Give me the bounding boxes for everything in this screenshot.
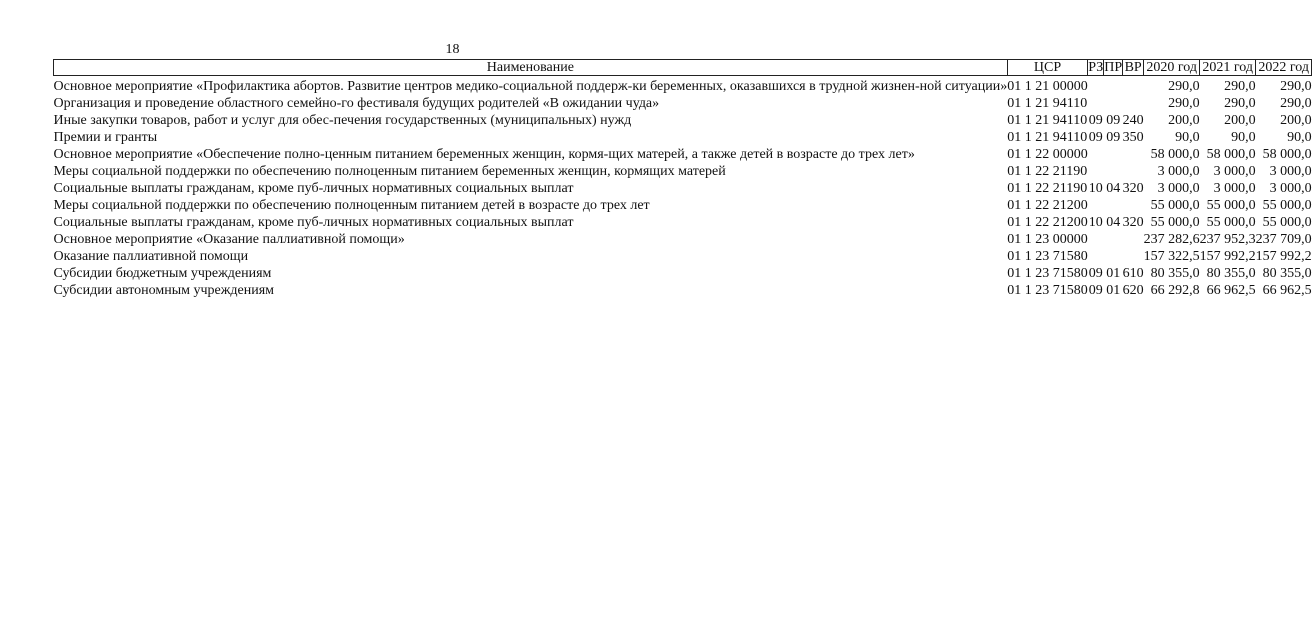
table-row — [54, 197, 1312, 214]
cell-2020: 157 322,5 — [1143, 249, 1200, 264]
cell-csr: 01 1 23 00000 — [1007, 232, 1088, 247]
cell-2021: 290,0 — [1224, 79, 1256, 94]
cell-2021: 55 000,0 — [1206, 198, 1256, 213]
cell-csr: 01 1 23 71580 — [1007, 249, 1088, 264]
cell-vr — [1123, 231, 1144, 248]
header-rz: РЗ — [1088, 60, 1104, 75]
cell-csr: 01 1 22 21190 — [1007, 164, 1088, 179]
cell-2021: 58 000,0 — [1206, 147, 1256, 162]
cell-rz: 10 — [1088, 181, 1103, 196]
cell-rz — [1088, 146, 1104, 163]
cell-pr: 09 — [1106, 113, 1121, 128]
cell-2020: 80 355,0 — [1150, 266, 1200, 281]
cell-name: Оказание паллиативной помощи — [53, 249, 249, 264]
table-row — [54, 282, 1312, 299]
cell-pr: 09 — [1106, 130, 1121, 145]
cell-name: Субсидии бюджетным учреждениям — [53, 266, 272, 281]
table-row — [54, 146, 1312, 163]
cell-vr: 350 — [1122, 130, 1144, 145]
table-row — [54, 265, 1312, 282]
cell-2022: 237 709,0 — [1255, 232, 1312, 247]
cell-2021: 55 000,0 — [1206, 215, 1256, 230]
cell-name: Основное мероприятие «Обеспечение полно-ценным питанием беременных женщин, кормя-щих матерей, а также детей в возрасте до трех лет» — [53, 147, 915, 162]
table-row — [54, 129, 1312, 146]
cell-2022: 66 962,5 — [1262, 283, 1312, 298]
cell-name: Субсидии автономным учреждениям — [53, 283, 275, 298]
cell-rz — [1088, 197, 1104, 214]
cell-name: Социальные выплаты гражданам, кроме пуб-личных нормативных социальных выплат — [53, 215, 574, 230]
cell-pr: 04 — [1106, 181, 1121, 196]
cell-pr: 04 — [1106, 215, 1121, 230]
table-row — [54, 112, 1312, 129]
table-row — [54, 180, 1312, 197]
cell-2022: 55 000,0 — [1262, 215, 1312, 230]
cell-csr: 01 1 23 71580 — [1007, 283, 1088, 298]
header-name: Наименование — [54, 60, 1008, 76]
cell-name: Основное мероприятие «Оказание паллиативной помощи» — [53, 232, 405, 247]
cell-name: Премии и гранты — [53, 130, 158, 145]
cell-csr: 01 1 22 21200 — [1007, 215, 1088, 230]
cell-vr: 320 — [1122, 215, 1144, 230]
header-vr: ВР — [1124, 60, 1142, 75]
budget-table — [53, 59, 1312, 299]
cell-rz: 09 — [1088, 130, 1103, 145]
cell-rz — [1088, 78, 1104, 95]
cell-2020: 290,0 — [1168, 96, 1200, 111]
header-2021: 2021 год — [1200, 60, 1256, 76]
cell-2021: 200,0 — [1224, 113, 1256, 128]
cell-pr — [1104, 231, 1123, 248]
cell-vr — [1123, 197, 1144, 214]
header-pr: ПР — [1104, 60, 1123, 75]
cell-2020: 55 000,0 — [1150, 198, 1200, 213]
cell-rz: 09 — [1088, 266, 1103, 281]
cell-2020: 58 000,0 — [1150, 147, 1200, 162]
cell-vr: 620 — [1122, 283, 1144, 298]
cell-2021: 3 000,0 — [1213, 181, 1256, 196]
cell-pr — [1104, 95, 1123, 112]
cell-pr: 01 — [1106, 283, 1121, 298]
table-row — [54, 248, 1312, 265]
cell-vr: 610 — [1122, 266, 1144, 281]
cell-2021: 237 952,3 — [1199, 232, 1256, 247]
cell-pr — [1104, 146, 1123, 163]
cell-2021: 90,0 — [1231, 130, 1256, 145]
cell-pr: 01 — [1106, 266, 1121, 281]
table-row — [54, 163, 1312, 180]
cell-name: Основное мероприятие «Профилактика абортов. Развитие центров медико-социальной поддерж-ки беременных, оказавшихся в трудной жизнен-ной ситуации» — [53, 79, 1008, 94]
cell-vr — [1123, 248, 1144, 265]
cell-csr: 01 1 21 00000 — [1007, 79, 1088, 94]
cell-pr — [1104, 248, 1123, 265]
cell-2021: 157 992,2 — [1199, 249, 1256, 264]
cell-rz: 09 — [1088, 283, 1103, 298]
cell-vr — [1123, 146, 1144, 163]
cell-2021: 80 355,0 — [1206, 266, 1256, 281]
cell-vr: 240 — [1122, 113, 1144, 128]
cell-2020: 55 000,0 — [1150, 215, 1200, 230]
cell-rz — [1088, 95, 1104, 112]
cell-rz: 10 — [1088, 215, 1103, 230]
table-row — [54, 78, 1312, 95]
cell-vr — [1123, 163, 1144, 180]
cell-2020: 90,0 — [1175, 130, 1200, 145]
cell-2021: 66 962,5 — [1206, 283, 1256, 298]
cell-2022: 3 000,0 — [1269, 181, 1312, 196]
cell-name: Меры социальной поддержки по обеспечению полноценным питанием беременных женщин, кормящих матерей — [53, 164, 726, 179]
cell-2021: 290,0 — [1224, 96, 1256, 111]
cell-csr: 01 1 22 00000 — [1007, 147, 1088, 162]
cell-2022: 200,0 — [1280, 113, 1312, 128]
cell-rz — [1088, 163, 1104, 180]
cell-csr: 01 1 23 71580 — [1007, 266, 1088, 281]
header-2022: 2022 год — [1256, 60, 1312, 76]
cell-rz — [1088, 231, 1104, 248]
cell-name: Иные закупки товаров, работ и услуг для обес-печения государственных (муниципальных) нужд — [53, 113, 632, 128]
cell-vr — [1123, 95, 1144, 112]
cell-pr — [1104, 197, 1123, 214]
cell-2022: 290,0 — [1280, 96, 1312, 111]
cell-2021: 3 000,0 — [1213, 164, 1256, 179]
cell-2020: 290,0 — [1168, 79, 1200, 94]
cell-rz: 09 — [1088, 113, 1103, 128]
cell-name: Меры социальной поддержки по обеспечению полноценным питанием детей в возрасте до трех лет — [53, 198, 650, 213]
cell-name: Организация и проведение областного семейно-го фестиваля будущих родителей «В ожидании чуда» — [53, 96, 660, 111]
table-row — [54, 214, 1312, 231]
cell-2022: 290,0 — [1280, 79, 1312, 94]
cell-pr — [1104, 163, 1123, 180]
cell-csr: 01 1 21 94110 — [1007, 130, 1088, 145]
cell-2022: 58 000,0 — [1262, 147, 1312, 162]
cell-pr — [1104, 78, 1123, 95]
cell-vr: 320 — [1122, 181, 1144, 196]
table-row — [54, 95, 1312, 112]
cell-rz — [1088, 248, 1104, 265]
cell-2020: 200,0 — [1168, 113, 1200, 128]
cell-csr: 01 1 21 94110 — [1007, 96, 1088, 111]
cell-2020: 3 000,0 — [1157, 164, 1200, 179]
table-body — [54, 76, 1312, 300]
cell-2022: 80 355,0 — [1262, 266, 1312, 281]
cell-vr — [1123, 78, 1144, 95]
cell-2022: 90,0 — [1287, 130, 1312, 145]
page-number: 18 — [445, 42, 460, 57]
cell-csr: 01 1 22 21200 — [1007, 198, 1088, 213]
cell-2020: 66 292,8 — [1150, 283, 1200, 298]
cell-2022: 3 000,0 — [1269, 164, 1312, 179]
cell-csr: 01 1 22 21190 — [1007, 181, 1088, 196]
table-header-row — [54, 60, 1312, 76]
table-row — [54, 231, 1312, 248]
cell-2020: 237 282,6 — [1143, 232, 1200, 247]
cell-name: Социальные выплаты гражданам, кроме пуб-личных нормативных социальных выплат — [53, 181, 574, 196]
header-csr: ЦСР — [1007, 60, 1088, 76]
cell-2022: 157 992,2 — [1255, 249, 1312, 264]
header-2020: 2020 год — [1144, 60, 1200, 76]
cell-2022: 55 000,0 — [1262, 198, 1312, 213]
cell-2020: 3 000,0 — [1157, 181, 1200, 196]
cell-csr: 01 1 21 94110 — [1007, 113, 1088, 128]
